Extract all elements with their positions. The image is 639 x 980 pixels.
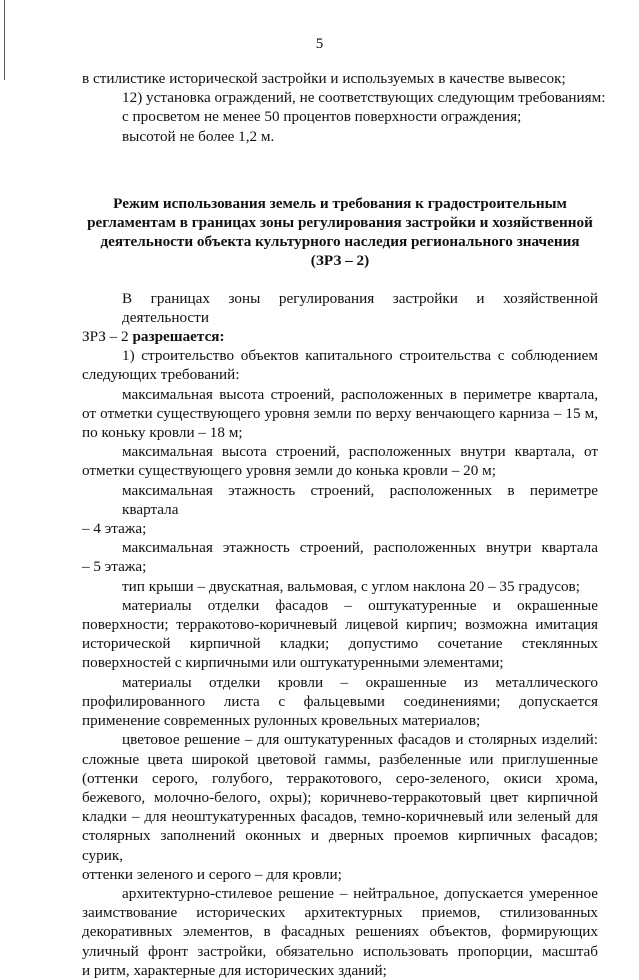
text-line: цветовое решение – для оштукатуренных фасадов и столярных изделий: [122,731,598,749]
text-line: бежевого, молочно-белого, охры); коричнево-терракотовый цвет кирпичной [82,788,598,806]
text-line: поверхностей с кирпичными или оштукатуренными элементами; [82,654,504,672]
text-line: материалы отделки кровли – окрашенные из металлического [122,673,598,691]
text-line: поверхности; терракотово-коричневый лицевой кирпич; возможна имитация [82,616,598,634]
spacer [82,146,598,194]
text-line: по коньку кровли – 18 м; [82,424,243,442]
text-line: максимальная высота строений, расположенных внутри квартала, от [122,443,598,461]
document-body [82,69,606,980]
text-line: следующих требований: [82,366,240,384]
text-line: кладки – для неоштукатуренных фасадов, темно-коричневый или зеленый для [82,808,598,826]
text-line: В границах зоны регулирования застройки и хозяйственной деятельности [122,289,598,326]
text-line: столярных заполнений оконных и дверных проемов кирпичных фасадов; сурик, [82,827,598,864]
zone-code: ЗРЗ – 2 [82,328,133,346]
text-line: оттенки зеленого и серого – для кровли; [82,865,342,883]
text-line: сложные цвета широкой цветовой гаммы, разбеленные или приглушенные [82,750,598,768]
list-item-12: 12) установка ограждений, не соответствующих следующим требованиям: [122,89,606,107]
text-line: высотой не более 1,2 м. [122,127,275,145]
text-line: максимальная этажность строений, расположенных внутри квартала [122,539,598,557]
text-line: (оттенки серого, голубого, терракотового, серо-зеленого, окиси хрома, [82,769,598,787]
text-line: материалы отделки фасадов – оштукатуренные и окрашенные [122,596,598,614]
text-line: архитектурно-стилевое решение – нейтральное, допускается умеренное [122,884,598,902]
heading-line: регламентам в границах зоны регулирования застройки и хозяйственной [87,214,593,232]
heading-line: (ЗРЗ – 2) [310,252,370,270]
permitted-label: разрешается: [132,328,225,346]
text-line: и ритм, характерные для исторических зданий; [82,961,387,979]
text-line: декоративных элементов, в фасадных решениях объектов, формирующих [82,923,598,941]
text-line: – 4 этажа; [82,520,147,538]
text-line: заимствование исторических архитектурных приемов, стилизованных [82,904,598,922]
heading-line: Режим использования земель и требования к градостроительным [113,194,567,212]
text-line: – 5 этажа; [82,558,147,576]
text-line [82,327,598,346]
text-line: максимальная высота строений, расположенных в периметре квартала, [122,385,598,403]
text-line: максимальная этажность строений, расположенных в периметре квартала [122,481,598,518]
text-line: исторической кирпичной кладки; допустимо сочетание стеклянных [82,635,598,653]
section-heading [82,194,598,271]
text-line: 1) строительство объектов капитального строительства с соблюдением [122,347,598,365]
text-line: профилированного листа с фальцевыми соединениями; допускается [82,692,598,710]
text-line: уличный фронт застройки, обязательно использовать пропорции, масштаб [82,942,598,960]
spacer [82,271,598,289]
text-line: отметки существующего уровня земли до конька кровли – 20 м; [82,462,496,480]
text-line: с просветом не менее 50 процентов поверхности ограждения; [122,108,522,126]
text-line: применение современных рулонных кровельных материалов; [82,712,481,730]
text-line: от отметки существующего уровня земли по верху венчающего карниза – 15 м, [82,404,598,422]
text-line: в стилистике исторической застройки и используемых в качестве вывесок; [82,70,566,87]
text-line: тип крыши – двускатная, вальмовая, с углом наклона 20 – 35 градусов; [122,577,580,595]
page-number: 5 [315,36,324,52]
heading-line: деятельности объекта культурного наследия регионального значения [100,233,580,251]
